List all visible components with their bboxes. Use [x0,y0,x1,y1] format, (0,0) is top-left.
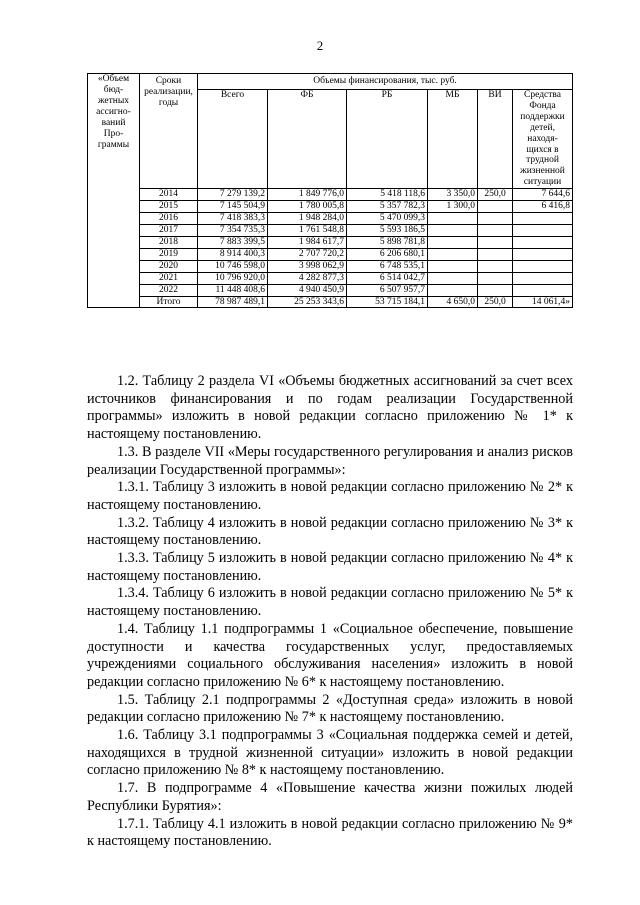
period-header: Сроки реализации, годы [140,74,198,189]
paragraph: 1.7. В подпрограмме 4 «Повышение качества жизни пожилых людей Республики Бурятия»: [87,780,573,814]
table-row: 2021 10 796 920,0 4 282 877,3 6 514 042,7 [88,272,573,284]
table-row: 2015 7 145 504,9 1 780 005,8 5 357 782,3 1 300,0 6 416,8 [88,201,573,213]
paragraph: 1.2. Таблицу 2 раздела VI «Объемы бюджетных ассигнований за счет всех источников финансирования и по годам реализации Государственной программы» изложить в новой редакции согласно приложению № 1* к настоящему постановлению. [87,373,573,443]
fb-header: ФБ [268,89,347,188]
table-row: 2014 7 279 139,2 1 849 776,0 5 418 118,6 3 350,0 250,0 7 644,6 [88,189,573,201]
total-header: Всего [198,89,268,188]
financing-group-header: Объемы финансирования, тыс. руб. [198,74,573,90]
page-number: 2 [316,38,324,53]
financing-table [87,73,573,308]
paragraph: 1.4. Таблицу 1.1 подпрограммы 1 «Социальное обеспечение, повышение доступности и качества государственных услуг, предоставляемых учреждениями социального обслуживания населения» изложить в новой редакции согласно приложению № 6* к настоящему постановлению. [87,620,573,690]
paragraph: 1.3.2. Таблицу 4 изложить в новой редакции согласно приложению № 3* к настоящему постановлению. [87,514,573,549]
budget-volume-header: «Объем бюд- жетных ассигно- ваний Про- граммы [88,74,140,308]
vi-header: ВИ [478,89,513,188]
paragraph: 1.3.3. Таблицу 5 изложить в новой редакции согласно приложению № 4* к настоящему постановлению. [87,550,573,584]
paragraph: 1.6. Таблицу 3.1 подпрограммы 3 «Социальная поддержка семей и детей, находящихся в трудной жизненной ситуации» изложить в новой редакции согласно приложению № 8* к настоящему постановлению. [87,727,573,779]
paragraph: 1.3. В разделе VII «Меры государственного регулирования и анализ рисков реализации Государственной программы»: [87,443,573,478]
paragraph: 1.3.4. Таблицу 6 изложить в новой редакции согласно приложению № 5* к настоящему постановлению. [87,585,573,620]
paragraph: 1.7.1. Таблицу 4.1 изложить в новой редакции согласно приложению № 9* к настоящему постановлению. [87,815,573,850]
body-text [87,373,573,851]
paragraph: 1.3.1. Таблицу 3 изложить в новой редакции согласно приложению № 2* к настоящему постановлению. [87,479,573,513]
table-row: 2016 7 418 383,3 1 948 284,0 5 470 099,3 [88,213,573,225]
rb-header: РБ [347,89,428,188]
table-row: 2022 11 448 408,6 4 940 450,9 6 507 957,7 [88,284,573,296]
table-row: 2019 8 914 400,3 2 707 720,2 6 206 680,1 [88,248,573,260]
table-row: 2020 10 746 598,0 3 998 062,9 6 748 535,1 [88,260,573,272]
table-row: 2017 7 354 735,3 1 761 548,8 5 593 186,5 [88,224,573,236]
paragraph: 1.5. Таблицу 2.1 подпрограммы 2 «Доступная среда» изложить в новой редакции согласно приложению № 7* к настоящему постановлению. [87,691,573,726]
table-header-row [88,74,573,90]
table-row: 2018 7 883 399,5 1 984 617,7 5 898 781,8 [88,236,573,248]
mb-header: МБ [428,89,478,188]
table-total-row: Итого 78 987 489,1 25 253 343,6 53 715 184,1 4 650,0 250,0 14 061,4» [88,296,573,308]
fund-header: Средства Фонда поддержки детей, находя- щихся в трудной жизненной ситуации [513,89,573,188]
